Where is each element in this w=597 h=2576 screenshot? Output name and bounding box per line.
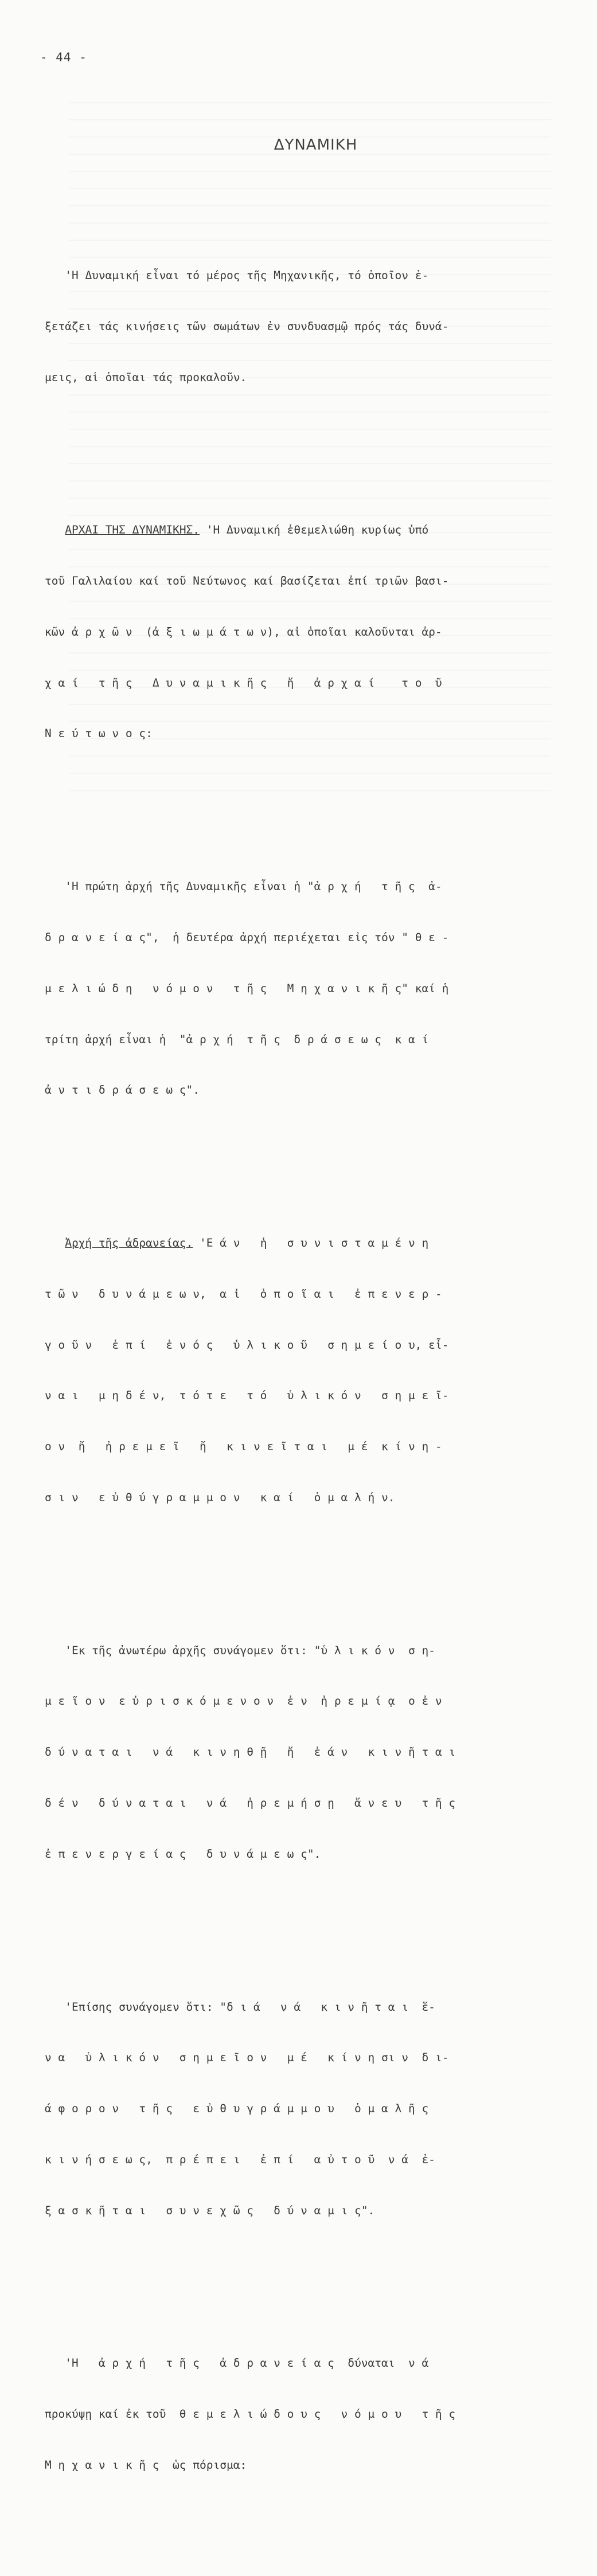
text-line: Μ η χ α ν ι κ ῆ ς ὡς πόρισμα: [45,2458,247,2472]
text-line: ξ α σ κ ῆ τ α ι σ υ ν ε χ ῶ ς δ ύ ν α μ ι ς". [45,2203,375,2217]
text-line: 'Η πρώτη ἀρχή τῆς Δυναμικῆς εἶναι ἡ "ἀ ρ χ ή τ ῆ ς ἀ- [45,880,442,894]
text-line: δ ρ α ν ε ί α ς", ἡ δευτέρα ἀρχή περιέχεται εἰς τόν " θ ε - [45,930,449,944]
text-line: τοῦ Γαλιλαίου καί τοῦ Νεύτωνος καί βασίζεται ἐπί τριῶν βασι- [45,574,449,588]
text-line: ά φ ο ρ ο ν τ ῆ ς ε ὐ θ υ γ ρ ά μ μ ο υ ὁ μ α λ ῆ ς [45,2102,429,2116]
text-line: ξετάζει τάς κινήσεις τῶν σωμάτων ἐν συνδυασμῷ πρός τάς δυνά- [45,319,449,333]
paragraph-principles [45,488,549,776]
text-line: γ ο ῦ ν ἐ π ί ἑ ν ό ς ὑ λ ι κ ο ῦ σ η μ ε ί ο υ, εἶ- [45,1338,449,1352]
section-heading: ΑΡΧΑΙ ΤΗΣ ΔΥΝΑΜΙΚΗΣ. [65,523,200,537]
text-line: 'Επίσης συνάγομεν ὅτι: "δ ι ά ν ά κ ι ν ῆ τ α ι ἕ- [45,2000,435,2014]
text-line: δ έ ν δ ύ ν α τ α ι ν ά ἠ ρ ε μ ή σ ῃ ἄ ν ε υ τ ῆ ς [45,1796,456,1810]
text-line: ο ν ἤ ἠ ρ ε μ ε ῖ ἤ κ ι ν ε ῖ τ α ι μ έ κ ί ν η - [45,1440,442,1454]
text-line: κ ι ν ή σ ε ω ς, π ρ έ π ε ι ἐ π ί α ὐ τ ο ῦ ν ά ἐ- [45,2152,435,2166]
text-line: προκύψῃ καί ἐκ τοῦ θ ε μ ε λ ι ώ δ ο υ ς ν ό μ ο υ τ ῆ ς [45,2407,456,2421]
paragraph-corollary-1 [45,1608,549,1897]
text-line: ν α ὑ λ ι κ ό ν σ η μ ε ῖ ο ν μ έ κ ί ν η σι ν δ ι- [45,2051,449,2065]
text-line: ν α ι μ η δ έ ν, τ ό τ ε τ ό ὑ λ ι κ ό ν σ η μ ε ῖ- [45,1389,449,1403]
text-line: ἐ π ε ν ε ρ γ ε ί α ς δ υ ν ά μ ε ω ς". [45,1847,321,1861]
page-title: ΔΥΝΑΜΙΚΗ [274,136,358,154]
text-line: 'Η ἀ ρ χ ή τ ῆ ς ἀ δ ρ α ν ε ί α ς δύναται ν ά [45,2356,429,2370]
text-line: κῶν ἀ ρ χ ῶ ν (ἀ ξ ι ω μ ά τ ω ν), αἱ ὁποῖαι καλοῦνται ἀρ- [45,625,442,639]
paragraph-intro [45,233,549,420]
text-line: τ ῶ ν δ υ ν ά μ ε ω ν, α ἱ ὁ π ο ῖ α ι ἐ π ε ν ε ρ - [45,1287,442,1301]
text-line: μ ε ῖ ο ν ε ὑ ρ ι σ κ ό μ ε ν ο ν ἐ ν ἠ ρ ε μ ί ᾳ ο ἐ ν [45,1694,442,1708]
text-line: Ἀρχή τῆς ἀδρανείας. 'Ε ά ν ἡ σ υ ν ι σ τ α μ έ ν η [65,1236,429,1250]
document-body [45,182,549,2576]
text-line: μεις, αἱ ὁποῖαι τάς προκαλοῦν. [45,370,247,384]
text-line: σ ι ν ε ὐ θ ύ γ ρ α μ μ ο ν κ α ί ὁ μ α λ ή ν. [45,1490,395,1504]
text-line: μ ε λ ι ώ δ η ν ό μ ο ν τ ῆ ς Μ η χ α ν ι κ ῆ ς" καί ἡ [45,981,449,995]
paragraph-three-principles [45,844,549,1133]
paragraph-inertia [45,1201,549,1540]
paragraph-conclusion [45,2321,549,2508]
text-line: δ ύ ν α τ α ι ν ά κ ι ν η θ ῇ ἤ ἐ ά ν κ ι ν ῆ τ α ι [45,1745,456,1759]
text-line: 'Η Δυναμική εἶναι τό μέρος τῆς Μηχανικῆς, τό ὁποῖον ἐ- [45,268,429,282]
text-line: Ν ε ύ τ ω ν ο ς: [45,727,153,741]
text-line: χ α ί τ ῆ ς Δ υ ν α μ ι κ ῆ ς ἤ ἀ ρ χ α ί τ ο ῦ [45,676,442,690]
paragraph-corollary-2 [45,1964,549,2253]
section-heading: Ἀρχή τῆς ἀδρανείας. [65,1236,193,1250]
text-line: τρίτη ἀρχή εἶναι ἡ "ἀ ρ χ ή τ ῆ ς δ ρ ά σ ε ω ς κ α ί [45,1032,429,1046]
text-line: ἀ ν τ ι δ ρ ά σ ε ω ς". [45,1083,200,1097]
page-number: - 44 - [40,50,87,64]
text-line: ΑΡΧΑΙ ΤΗΣ ΔΥΝΑΜΙΚΗΣ. 'Η Δυναμική ἐθεμελιώθη κυρίως ὑπό [65,523,429,537]
text-line: 'Εκ τῆς ἀνωτέρω ἀρχῆς συνάγομεν ὅτι: "ὑ λ ι κ ό ν σ η- [45,1643,435,1657]
